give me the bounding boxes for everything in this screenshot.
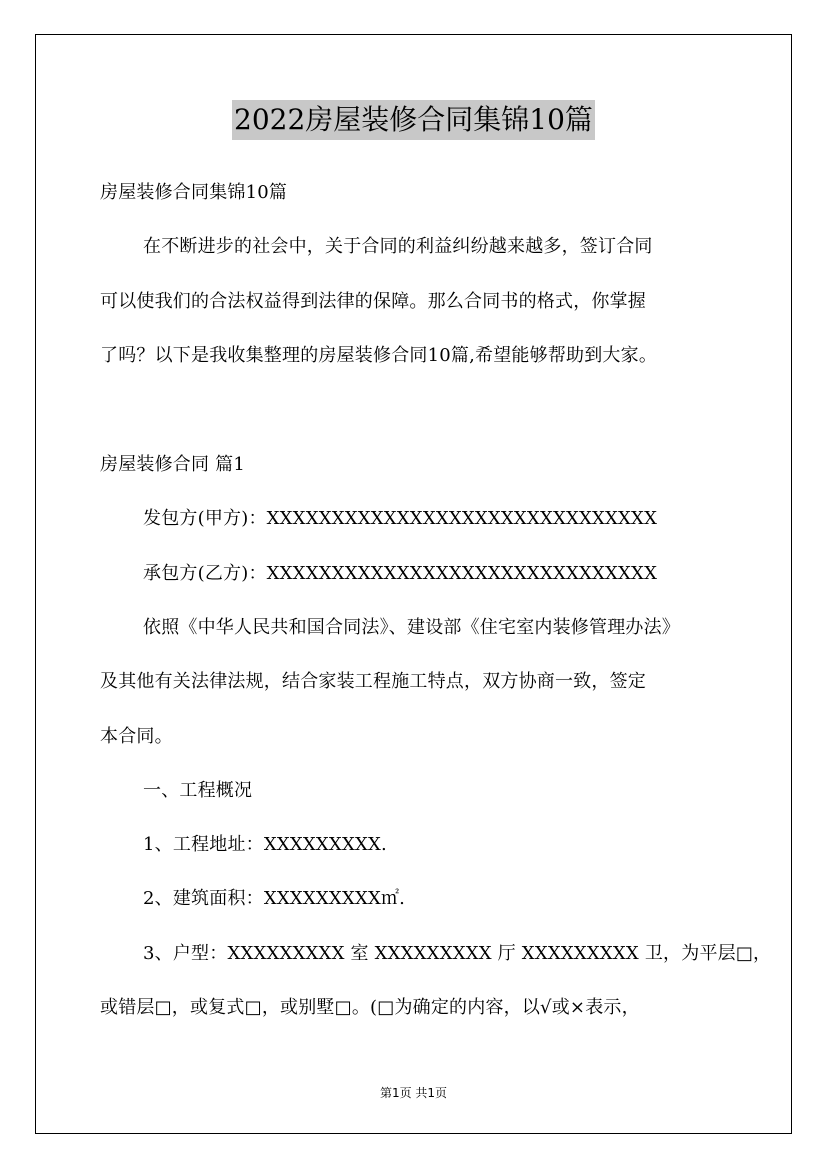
paragraph-line: 及其他有关法律法规，结合家装工程施工特点，双方协商一致，签定 (100, 671, 646, 692)
paragraph-line: 了吗？以下是我收集整理的房屋装修合同10篇,希望能够帮助到大家。 (100, 345, 658, 366)
paragraph-line: 或错层□，或复式□，或别墅□。(□为确定的内容，以√或×表示， (100, 997, 640, 1018)
paragraph-line: 依照《中华人民共和国合同法》、建设部《住宅室内装修管理办法》 (143, 617, 680, 638)
clause-heading: 一、工程概况 (143, 780, 253, 801)
subtitle-line: 房屋装修合同集锦10篇 (100, 182, 288, 203)
paragraph-line: 可以使我们的合法权益得到法律的保障。那么合同书的格式，你掌握 (100, 291, 646, 312)
document-title: 2022房屋装修合同集锦10篇 (232, 100, 595, 140)
title-container (0, 100, 827, 140)
page-number: 第1页 共1页 (379, 1086, 448, 1100)
paragraph-line: 在不断进步的社会中，关于合同的利益纠纷越来越多，签订合同 (143, 236, 653, 257)
clause-item: 2、建筑面积：XXXXXXXXX㎡. (143, 888, 406, 909)
party-b-line: 承包方(乙方)：XXXXXXXXXXXXXXXXXXXXXXXXXXXXXX (143, 563, 658, 584)
party-a-line: 发包方(甲方)：XXXXXXXXXXXXXXXXXXXXXXXXXXXXXX (143, 508, 658, 529)
section-heading: 房屋装修合同 篇1 (100, 454, 245, 475)
clause-item: 3、户型：XXXXXXXXX 室 XXXXXXXXX 厅 XXXXXXXXX 卫，为平层□， (143, 943, 772, 964)
clause-item: 1、工程地址：XXXXXXXXX. (143, 834, 387, 855)
paragraph-line: 本合同。 (100, 726, 173, 747)
